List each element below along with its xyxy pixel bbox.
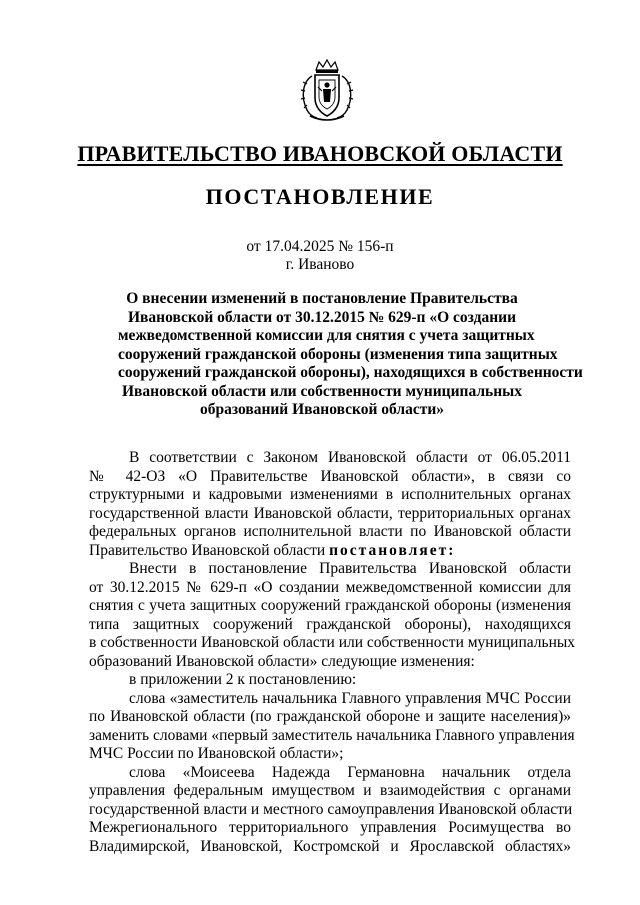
body-line: в приложении 2 к постановлению: [129, 671, 357, 688]
document-city: г. Иваново [285, 256, 355, 273]
document-type: ПОСТАНОВЛЕНИЕ [205, 184, 435, 209]
body-line: государственной власти и местного самоуправления Ивановской области [89, 800, 573, 818]
title-line: сооружений гражданской обороны (изменения типа защитных [118, 345, 558, 363]
title-line: образований Ивановской области» [199, 401, 445, 418]
body-line: снятия с учета защитных сооружений гражданской обороны (изменения [89, 597, 571, 614]
body-line: слова «Моисеева Надежда Германовна начальник отдела [129, 763, 571, 781]
body-line: структурными и кадровыми изменениями в исполнительных органах [89, 486, 571, 503]
body-line: № 42-ОЗ «О Правительстве Ивановской области», в связи со [89, 467, 571, 485]
body-line: МЧС России по Ивановской области»; [89, 745, 344, 762]
body-line: слова «заместитель начальника Главного управления МЧС России [129, 689, 571, 707]
body-line: управления федеральным имуществом и взаимодействия с органами [89, 782, 571, 799]
body-line: Владимирской, Ивановской, Костромской и Ярославской областях» [89, 837, 571, 855]
body-line: в собственности Ивановской области или собственности муниципальных [89, 634, 576, 651]
title-line: сооружений гражданской обороны), находящихся в собственности [118, 364, 583, 381]
body-line: Внести в постановление Правительства Ивановской области [129, 560, 571, 577]
body-line: от 30.12.2015 № 629-п «О создании межведомственной комиссии для [89, 578, 571, 596]
body-line: по Ивановской области (по гражданской обороне и защите населения)» [89, 708, 571, 725]
body-line: типа защитных сооружений гражданской обороны), находящихся [89, 615, 571, 633]
body-line: государственной власти Ивановской области, территориальных органах [89, 504, 571, 522]
coat-of-arms-icon [298, 58, 356, 122]
body-line-text: Правительство Ивановской области [89, 541, 330, 559]
body-line: В соответствии с Законом Ивановской области от 06.05.2011 [129, 449, 571, 466]
body-line [89, 542, 571, 561]
body-line: образований Ивановской области» следующие изменения: [89, 652, 475, 670]
title-line: межведомственной комиссии для снятия с учета защитных [118, 327, 535, 344]
body-line: Межрегионального территориального управления Росимущества во [89, 819, 571, 836]
resolves-word: постановляет: [329, 541, 456, 559]
body-line: заменить словами «первый заместитель начальника Главного управления [89, 726, 575, 744]
body-line: федеральных органов исполнительной власти по Ивановской области [89, 523, 571, 540]
document-date-number: от 17.04.2025 № 156-п [246, 238, 394, 255]
title-line: О внесении изменений в постановление Правительства [126, 290, 518, 307]
title-line: Ивановской области от 30.12.2015 № 629-п «О создании [127, 308, 517, 326]
title-line: Ивановской области или собственности муниципальных [121, 382, 523, 400]
organization-name: ПРАВИТЕЛЬСТВО ИВАНОВСКОЙ ОБЛАСТИ [77, 141, 563, 166]
document-title [118, 290, 583, 420]
document-body [89, 449, 576, 856]
